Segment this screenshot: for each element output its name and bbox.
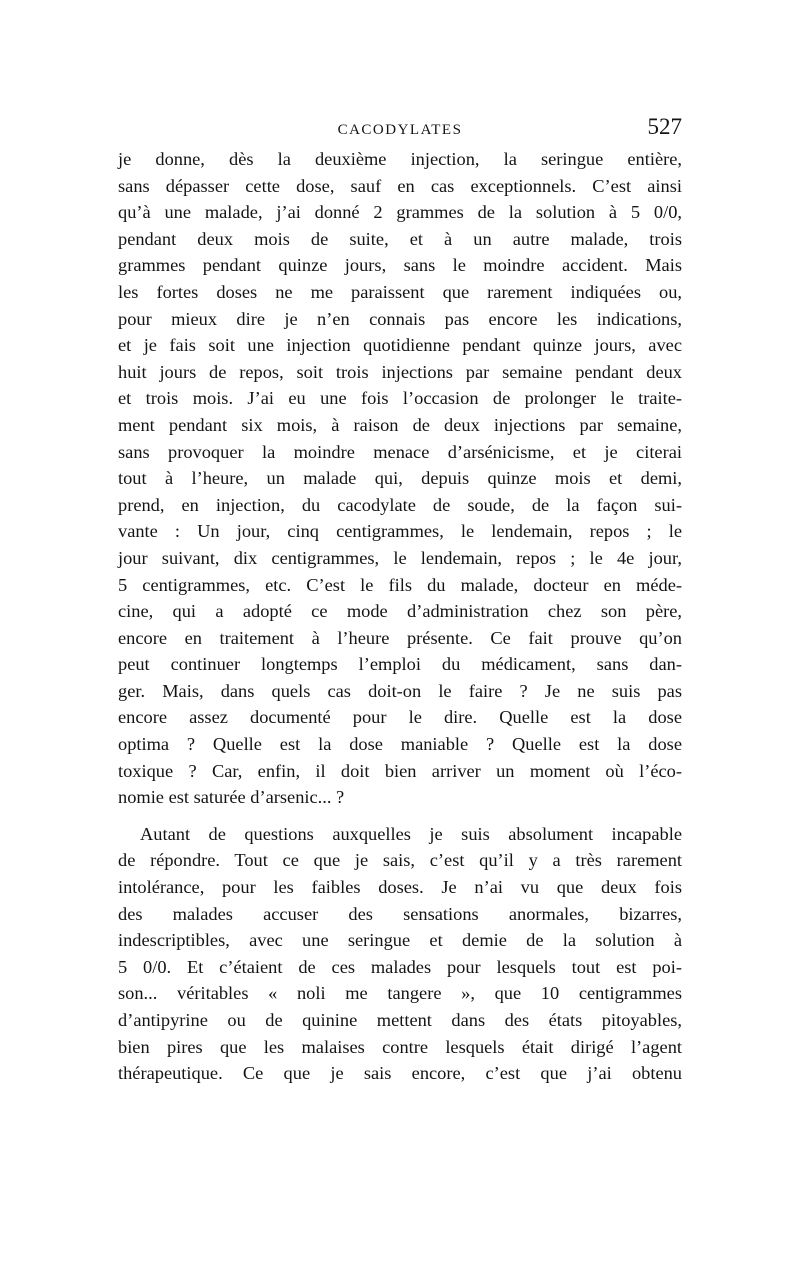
paragraph-2	[118, 821, 682, 1087]
text-line: son... véritables « noli me tangere », que 10 centigrammes	[118, 983, 682, 1004]
text-line: thérapeutique. Ce que je sais encore, c’est que j’ai obtenu	[118, 1063, 682, 1084]
text-line: intolérance, pour les faibles doses. Je n’ai vu que deux fois	[118, 877, 682, 898]
text-line: les fortes doses ne me paraissent que rarement indiquées ou,	[118, 281, 682, 302]
text-line: huit jours de repos, soit trois injections par semaine pendant deux	[118, 361, 682, 382]
text-line: tout à l’heure, un malade qui, depuis quinze mois et demi,	[118, 468, 682, 489]
text-line: d’antipyrine ou de quinine mettent dans des états pitoyables,	[118, 1010, 682, 1030]
text-line: sans provoquer la moindre menace d’arsénicisme, et je citerai	[118, 441, 682, 462]
text-line: optima ? Quelle est la dose maniable ? Quelle est la dose	[118, 734, 682, 755]
text-line: prend, en injection, du cacodylate de soude, de la façon sui-	[118, 494, 682, 515]
running-title: CACODYLATES	[337, 122, 463, 138]
text-line: indescriptibles, avec une seringue et demie de la solution à	[118, 930, 682, 951]
body-text	[118, 146, 682, 1087]
text-line: grammes pendant quinze jours, sans le moindre accident. Mais	[118, 255, 682, 276]
page-number: 527	[647, 114, 682, 139]
text-line: pendant deux mois de suite, et à un autre malade, trois	[118, 228, 682, 249]
text-line: qu’à une malade, j’ai donné 2 grammes de la solution à 5 0/0,	[118, 202, 682, 223]
book-page	[118, 112, 682, 1087]
text-line: 5 centigrammes, etc. C’est le fils du malade, docteur en méde-	[118, 574, 682, 595]
text-line: encore assez documenté pour le dire. Quelle est la dose	[118, 707, 682, 728]
text-line: ger. Mais, dans quels cas doit-on le faire ? Je ne suis pas	[118, 680, 682, 701]
text-line: je donne, dès la deuxième injection, la seringue entière,	[118, 149, 682, 169]
text-line: ment pendant six mois, à raison de deux injections par semaine,	[118, 414, 682, 435]
text-line: pour mieux dire je n’en connais pas encore les indications,	[118, 308, 682, 329]
text-line: et je fais soit une injection quotidienne pendant quinze jours, avec	[118, 335, 682, 356]
text-line: Autant de questions auxquelles je suis absolument incapable	[140, 823, 682, 844]
text-line: bien pires que les malaises contre lesquels était dirigé l’agent	[118, 1036, 682, 1057]
page-header	[118, 112, 682, 146]
text-line: toxique ? Car, enfin, il doit bien arriver un moment où l’éco-	[118, 760, 682, 781]
text-line: des malades accuser des sensations anormales, bizarres,	[118, 903, 682, 924]
text-line: 5 0/0. Et c’étaient de ces malades pour lesquels tout est poi-	[118, 956, 682, 977]
text-line: encore en traitement à l’heure présente. Ce fait prouve qu’on	[118, 627, 682, 648]
text-line: cine, qui a adopté ce mode d’administration chez son père,	[118, 601, 682, 622]
text-line: sans dépasser cette dose, sauf en cas exceptionnels. C’est ainsi	[118, 175, 682, 196]
text-line: et trois mois. J’ai eu une fois l’occasion de prolonger le traite-	[118, 388, 682, 409]
text-line: nomie est saturée d’arsenic... ?	[118, 787, 345, 808]
text-line: de répondre. Tout ce que je sais, c’est qu’il y a très rarement	[118, 850, 682, 871]
text-line: jour suivant, dix centigrammes, le lendemain, repos ; le 4e jour,	[118, 547, 682, 568]
paragraph-1	[118, 146, 682, 811]
text-line: vante : Un jour, cinq centigrammes, le lendemain, repos ; le	[118, 521, 682, 542]
text-line: peut continuer longtemps l’emploi du médicament, sans dan-	[118, 654, 682, 675]
